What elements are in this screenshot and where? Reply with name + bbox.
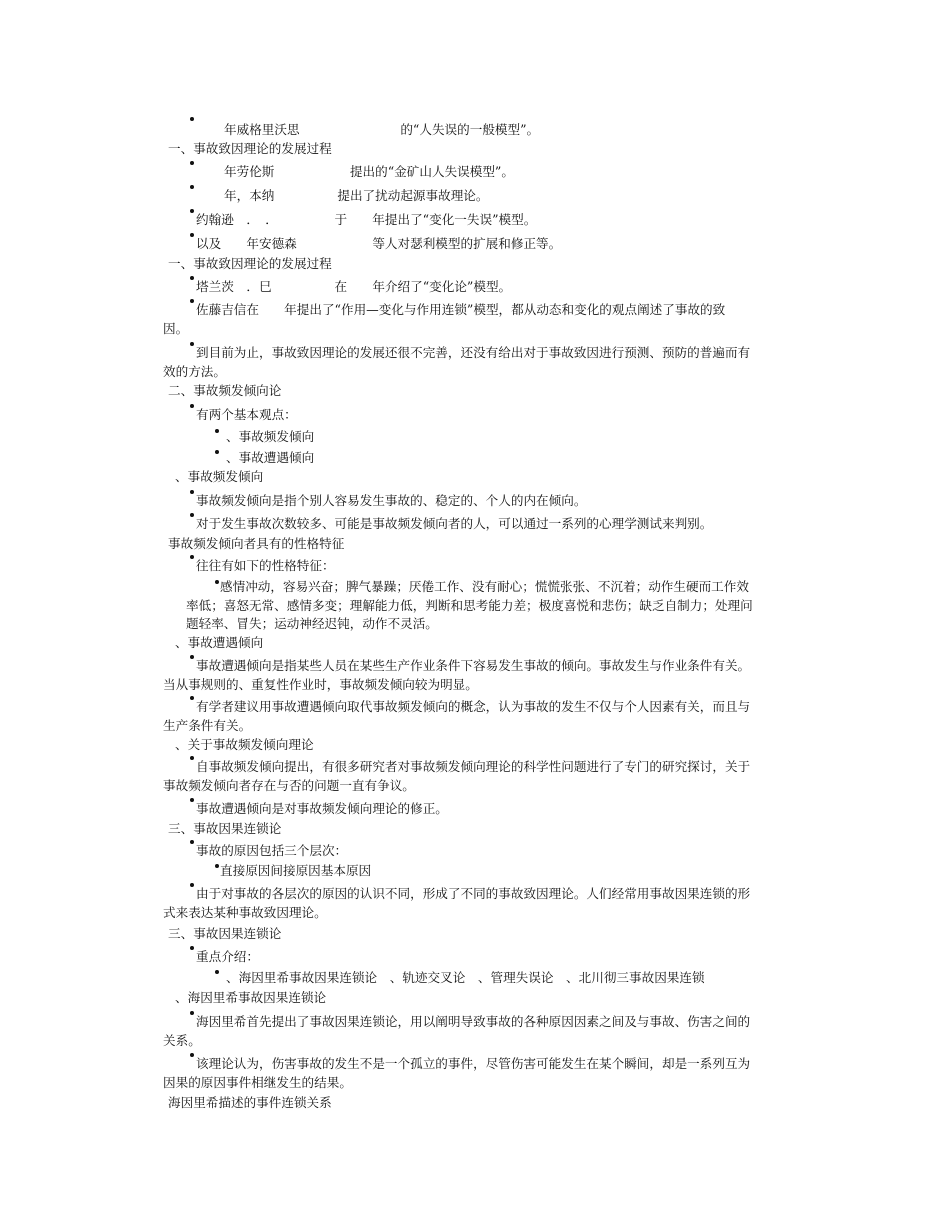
text-line: 、事故遭遇倾向	[226, 450, 315, 465]
bullet	[190, 1053, 194, 1057]
text-line: 事故频发倾向是指个别人容易发生事故的、稳定的、个人的内在倾向。	[196, 493, 587, 508]
bullet	[190, 161, 194, 165]
text-line: 事故遭遇倾向是对事故频发倾向理论的修正。	[196, 801, 448, 816]
section-heading: 一、事故致因理论的发展过程	[168, 141, 332, 156]
text-line: 因果的原因事件相继发生的结果。	[163, 1075, 352, 1090]
bullet	[190, 513, 194, 517]
bullet	[190, 299, 194, 303]
bullet	[190, 883, 194, 887]
bullet	[215, 864, 219, 868]
text-line: 、事故频发倾向	[226, 429, 315, 444]
bullet	[190, 655, 194, 659]
text-line: 因。	[163, 321, 189, 336]
bullet	[190, 276, 194, 280]
text-line: 题轻率、冒失；运动神经迟钝，动作不灵活。	[186, 616, 438, 631]
text-line: 重点介绍：	[196, 949, 259, 964]
text-line: 到目前为止，事故致因理论的发展还很不完善，还没有给出对于事故致因进行预测、预防的普遍而有	[196, 345, 751, 360]
text-line: 年劳伦斯 提出的“金矿山人失误模型”。	[224, 164, 514, 179]
bullet	[190, 798, 194, 802]
bullet	[215, 450, 219, 454]
section-heading: 一、事故致因理论的发展过程	[168, 256, 332, 271]
text-line: 佐藤吉信在 年提出了“作用—变化与作用连锁”模型，都从动态和变化的观点阐述了事故的致	[196, 302, 726, 317]
text-line: 关系。	[163, 1033, 201, 1048]
text-line: 自事故频发倾向提出，有很多研究者对事故频发倾向理论的科学性问题进行了专门的研究探讨，关于	[196, 759, 751, 774]
text-line: 感情冲动，容易兴奋；脾气暴躁；厌倦工作、没有耐心；慌慌张张、不沉着；动作生硬而工作效	[220, 579, 749, 594]
bullet	[190, 185, 194, 189]
text-line: 以及 年安德森 等人对瑟利模型的扩展和修正等。	[196, 236, 562, 251]
text-line: 年威格里沃思 的“人失误的一般模型”。	[224, 122, 540, 137]
text-line: 效的方法。	[163, 364, 226, 379]
bullet	[190, 756, 194, 760]
text-line: 有学者建议用事故遭遇倾向取代事故频发倾向的概念，认为事故的发生不仅与个人因素有关，而且与	[196, 699, 751, 714]
text-line: 事故频发倾向者存在与否的问题一直有争议。	[163, 778, 415, 793]
bullet	[215, 580, 219, 584]
bullet	[190, 490, 194, 494]
subsection-heading: 、事故频发倾向	[175, 469, 264, 484]
text-line: 有两个基本观点：	[196, 407, 297, 422]
bullet	[190, 342, 194, 346]
section-heading: 二、事故频发倾向论	[168, 383, 282, 398]
bullet	[190, 555, 194, 559]
bullet	[190, 946, 194, 950]
text-line: 往往有如下的性格特征：	[196, 558, 335, 573]
text-line: 、海因里希事故因果连锁论 、轨迹交叉论 、管理失误论 、北川彻三事故因果连锁	[226, 970, 705, 985]
section-heading: 三、事故因果连锁论	[168, 926, 282, 941]
text-line: 海因里希首先提出了事故因果连锁论，用以阐明导致事故的各种原因因素之间及与事故、伤害之间的	[196, 1014, 751, 1029]
subsection-heading: 、事故遭遇倾向	[175, 635, 264, 650]
text-line: 当从事规则的、重复性作业时，事故频发倾向较为明显。	[163, 677, 478, 692]
subsection-heading: 、关于事故频发倾向理论	[175, 737, 314, 752]
text-line: 率低；喜怒无常、感情多变；理解能力低，判断和思考能力差；极度喜悦和悲伤；缺乏自制力；处理问	[186, 598, 753, 613]
text-line: 对于发生事故次数较多、可能是事故频发倾向者的人，可以通过一系列的心理学测试来判别。	[196, 516, 713, 531]
text-line: 该理论认为，伤害事故的发生不是一个孤立的事件，尽管伤害可能发生在某个瞬间，却是一系列互为	[196, 1056, 751, 1071]
bullet	[190, 840, 194, 844]
text-line: 直接原因间接原因基本原因	[220, 863, 372, 878]
bullet	[190, 117, 194, 121]
text-line: 事故的原因包括三个层次：	[196, 843, 348, 858]
text-line: 约翰逊 ． ． 于 年提出了“变化一失误”模型。	[196, 212, 537, 227]
bullet	[215, 970, 219, 974]
text-line: 塔兰茨 ．巳 在 年介绍了“变化论”模型。	[196, 279, 512, 294]
bullet	[190, 1011, 194, 1015]
subsection-heading: 海因里希描述的事件连锁关系	[168, 1095, 332, 1110]
text-line: 年，本纳 提出了扰动起源事故理论。	[224, 188, 489, 203]
text-line: 事故遭遇倾向是指某些人员在某些生产作业条件下容易发生事故的倾向。事故发生与作业条件有关。	[196, 658, 751, 673]
bullet	[190, 233, 194, 237]
text-line: 式来表达某种事故致因理论。	[163, 905, 327, 920]
bullet	[190, 404, 194, 408]
bullet	[190, 696, 194, 700]
bullet	[215, 429, 219, 433]
section-heading: 三、事故因果连锁论	[168, 821, 282, 836]
bullet	[190, 209, 194, 213]
text-line: 生产条件有关。	[163, 718, 252, 733]
subsection-heading: 事故频发倾向者具有的性格特征	[168, 536, 345, 551]
text-line: 由于对事故的各层次的原因的认识不同，形成了不同的事故致因理论。人们经常用事故因果连锁的形	[196, 886, 751, 901]
subsection-heading: 、海因里希事故因果连锁论	[175, 990, 327, 1005]
